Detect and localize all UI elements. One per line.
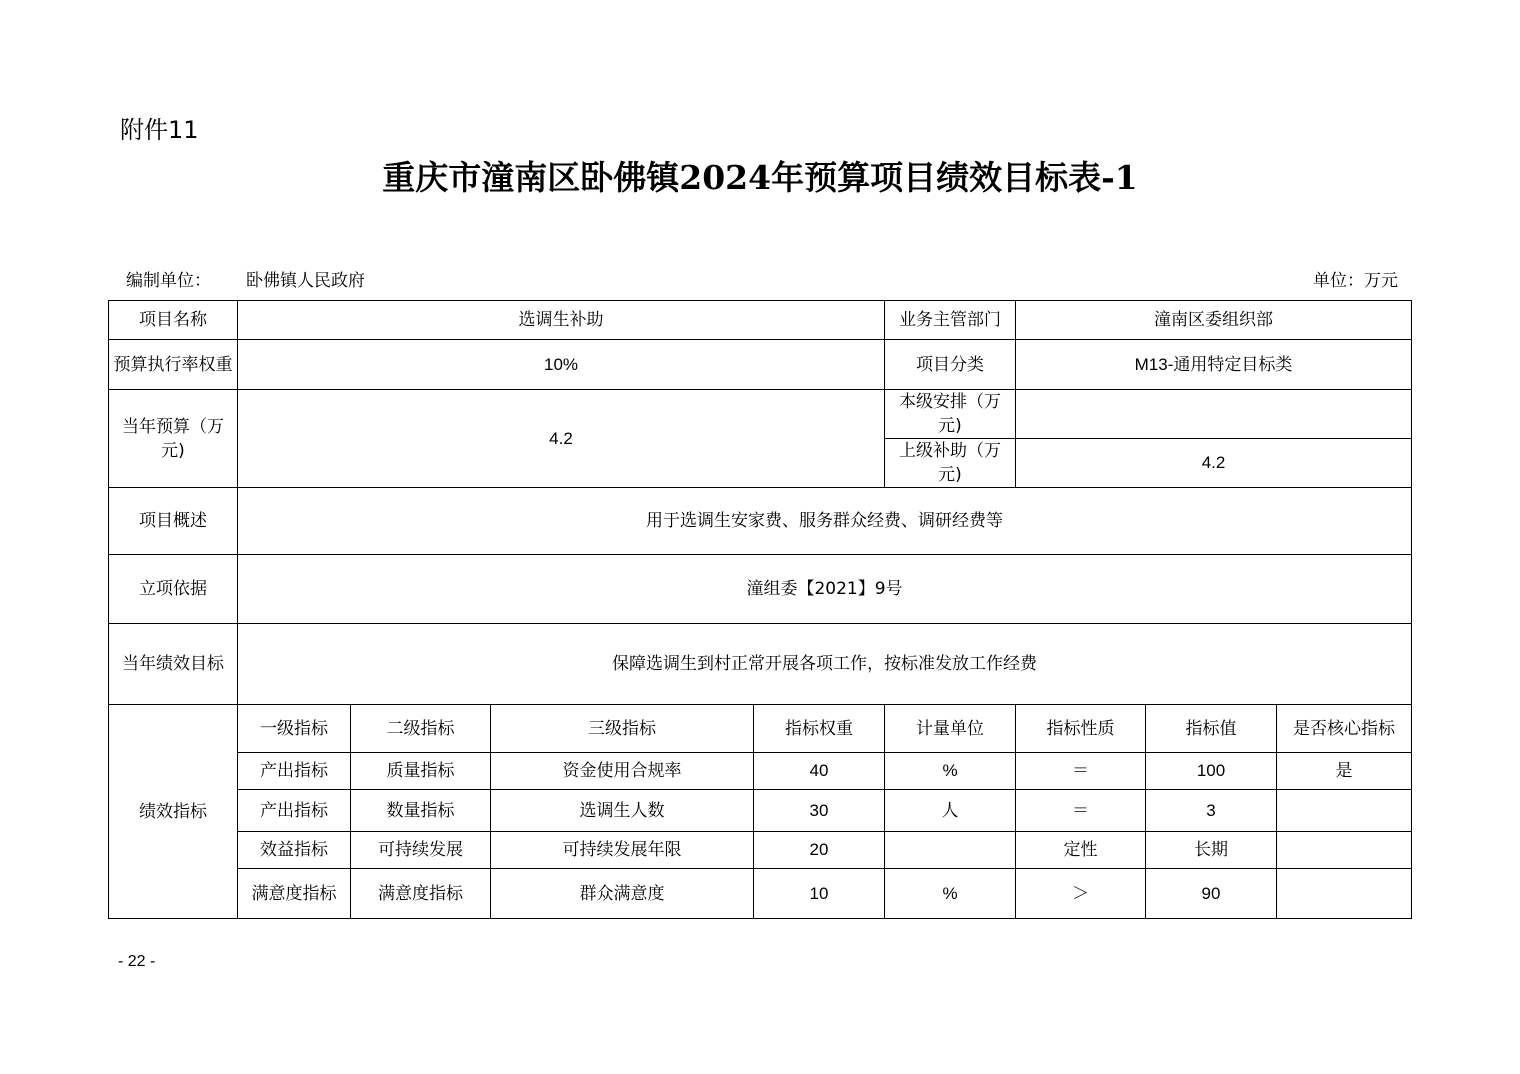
exec-rate-value: 10% — [238, 340, 885, 390]
indicator-cell: 100 — [1146, 753, 1277, 790]
indicator-cell — [885, 832, 1016, 869]
basis-label: 立项依据 — [109, 555, 238, 624]
budget-value: 4.2 — [238, 390, 885, 488]
indicator-cell: 选调生人数 — [491, 790, 754, 832]
header-cell: 二级指标 — [351, 705, 491, 753]
indicator-header-row — [109, 705, 1412, 753]
indicator-cell: 30 — [754, 790, 885, 832]
indicator-cell: 可持续发展年限 — [491, 832, 754, 869]
header-cell: 是否核心指标 — [1277, 705, 1412, 753]
indicator-cell: 可持续发展 — [351, 832, 491, 869]
indicator-cell: 产出指标 — [238, 753, 351, 790]
project-name-value: 选调生补助 — [238, 301, 885, 340]
budget-label: 当年预算（万元) — [109, 390, 238, 488]
table-row — [109, 624, 1412, 705]
indicator-cell: 人 — [885, 790, 1016, 832]
indicator-cell — [1277, 832, 1412, 869]
table-row — [109, 555, 1412, 624]
indicator-cell: 定性 — [1016, 832, 1146, 869]
upper-subsidy-value: 4.2 — [1016, 439, 1412, 488]
indicator-cell: ＝ — [1016, 753, 1146, 790]
compiling-unit-value: 卧佛镇人民政府 — [246, 271, 365, 291]
indicator-cell: 群众满意度 — [491, 869, 754, 919]
indicator-cell: 效益指标 — [238, 832, 351, 869]
table-row — [109, 390, 1412, 439]
indicator-cell: 满意度指标 — [238, 869, 351, 919]
indicator-cell: 90 — [1146, 869, 1277, 919]
indicator-cell: % — [885, 753, 1016, 790]
indicator-row — [109, 869, 1412, 919]
currency-unit: 单位：万元 — [1313, 271, 1398, 291]
header-cell: 指标值 — [1146, 705, 1277, 753]
indicator-cell: 产出指标 — [238, 790, 351, 832]
indicator-cell: 数量指标 — [351, 790, 491, 832]
header-cell: 计量单位 — [885, 705, 1016, 753]
local-arrangement-label: 本级安排（万元) — [885, 390, 1016, 439]
upper-subsidy-label: 上级补助（万元) — [885, 439, 1016, 488]
overview-label: 项目概述 — [109, 488, 238, 555]
indicator-row — [109, 753, 1412, 790]
exec-rate-label: 预算执行率权重 — [109, 340, 238, 390]
page-number: - 22 - — [118, 953, 156, 970]
category-value: M13-通用特定目标类 — [1016, 340, 1412, 390]
indicator-cell: 满意度指标 — [351, 869, 491, 919]
goal-value: 保障选调生到村正常开展各项工作，按标准发放工作经费 — [238, 624, 1412, 705]
indicator-cell — [1277, 869, 1412, 919]
table-row — [109, 301, 1412, 340]
indicator-cell: 3 — [1146, 790, 1277, 832]
indicator-cell: 10 — [754, 869, 885, 919]
indicator-cell — [1277, 790, 1412, 832]
header-cell: 指标权重 — [754, 705, 885, 753]
overview-value: 用于选调生安家费、服务群众经费、调研经费等 — [238, 488, 1412, 555]
indicator-cell: 质量指标 — [351, 753, 491, 790]
indicator-cell: 是 — [1277, 753, 1412, 790]
department-label: 业务主管部门 — [885, 301, 1016, 340]
category-label: 项目分类 — [885, 340, 1016, 390]
compiling-unit-label: 编制单位： — [126, 271, 211, 291]
indicator-cell: ＝ — [1016, 790, 1146, 832]
table-row — [109, 488, 1412, 555]
indicator-row — [109, 832, 1412, 869]
indicators-label: 绩效指标 — [109, 705, 238, 919]
performance-table — [108, 300, 1412, 919]
basis-value: 潼组委【2021】9号 — [238, 555, 1412, 624]
document-title: 重庆市潼南区卧佛镇2024年预算项目绩效目标表-1 — [382, 158, 1138, 197]
indicator-cell: 20 — [754, 832, 885, 869]
indicator-cell: 长期 — [1146, 832, 1277, 869]
indicator-cell: ＞ — [1016, 869, 1146, 919]
department-value: 潼南区委组织部 — [1016, 301, 1412, 340]
header-cell: 三级指标 — [491, 705, 754, 753]
goal-label: 当年绩效目标 — [109, 624, 238, 705]
header-cell: 指标性质 — [1016, 705, 1146, 753]
indicator-cell: 资金使用合规率 — [491, 753, 754, 790]
indicator-row — [109, 790, 1412, 832]
table-row — [109, 340, 1412, 390]
header-cell: 一级指标 — [238, 705, 351, 753]
local-arrangement-value — [1016, 390, 1412, 439]
indicator-cell: 40 — [754, 753, 885, 790]
project-name-label: 项目名称 — [109, 301, 238, 340]
indicator-cell: % — [885, 869, 1016, 919]
compiling-unit — [126, 266, 365, 291]
attachment-label: 附件11 — [120, 116, 199, 144]
